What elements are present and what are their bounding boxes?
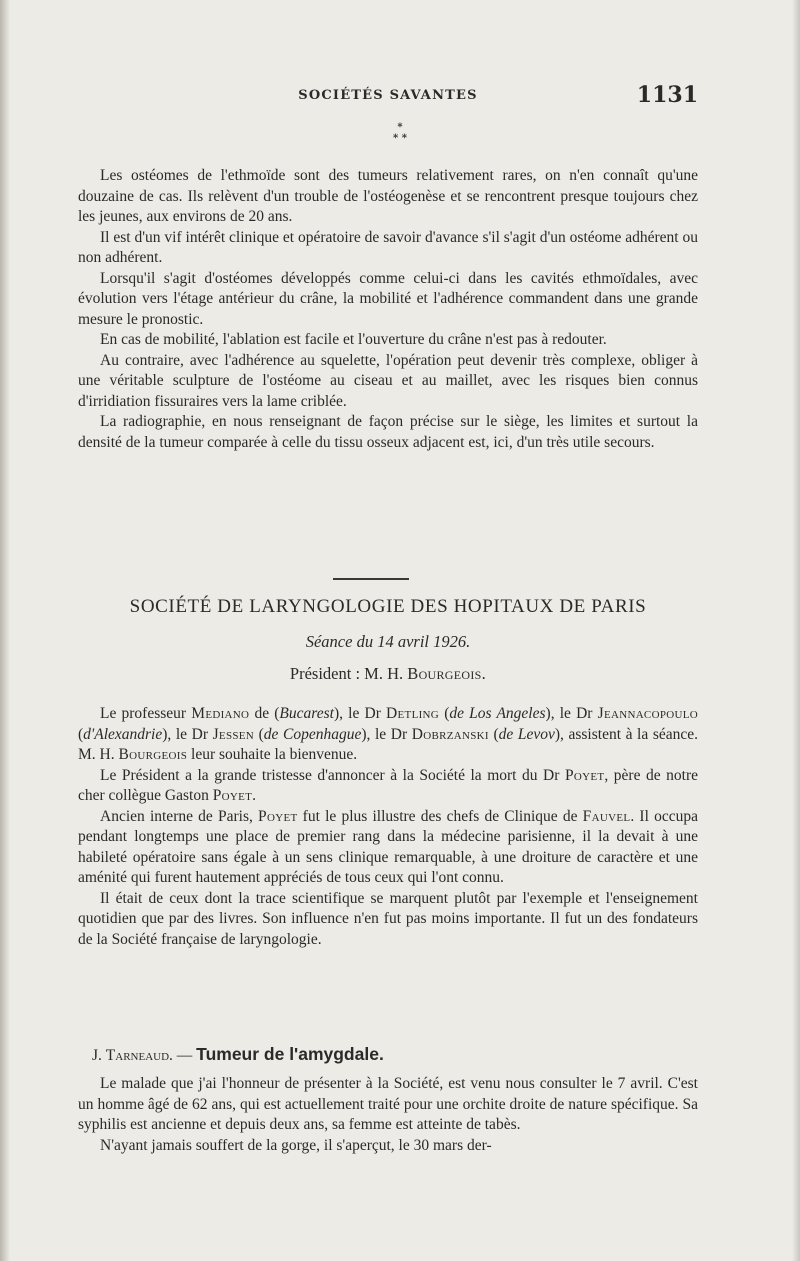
- place-name: de Levov: [498, 725, 555, 743]
- place-name: de Los Angeles: [449, 705, 546, 722]
- person-name: Poyet: [258, 807, 298, 825]
- person-name: Jeannacopoulo: [597, 705, 698, 722]
- section-divider: [333, 578, 409, 580]
- paragraph: Les ostéomes de l'ethmoïde sont des tumeurs relativement rares, on n'en connaît qu'une douzaine de cas. Ils relèvent d'un trouble de l'ostéogenèse et se rencontrent presque toujours chez les jeunes, aux environs de 20 ans.: [78, 167, 698, 225]
- person-name: Fauvel: [582, 807, 631, 825]
- place-name: d'Alexandrie: [83, 725, 163, 743]
- person-name: Dobrzanski: [411, 725, 489, 743]
- paragraph: Au contraire, avec l'adhérence au squelette, l'opération peut devenir très complexe, obliger à une véritable sculpture de l'ostéome au ciseau et au maillet, avec les risques bien connus d'irridiation fissuraires vers la lame criblée.: [78, 351, 698, 410]
- section-title: SOCIÉTÉ DE LARYNGOLOGIE DES HOPITAUX DE PARIS: [129, 596, 647, 617]
- case-heading: J. Tarneaud. — Tumeur de l'amygdale.: [92, 1044, 384, 1064]
- society-minutes: [78, 704, 698, 950]
- asterism-separator: * * *: [393, 122, 407, 144]
- paragraph: Il était de ceux dont la trace scientifique se marquent plutôt par l'exemple et l'enseignement quotidien que par des livres. Son influence n'en fut pas moins importante. Il fut un des fondateurs de la Société française de laryngologie.: [78, 889, 698, 948]
- place-name: Bucarest: [279, 705, 334, 722]
- paragraph-announcement: Le Président a la grande tristesse d'annoncer à la Société la mort du Dr Poyet, père de notre cher collègue Gaston Poyet.: [78, 766, 698, 804]
- person-name: Poyet: [564, 766, 605, 784]
- person-name: Poyet: [212, 787, 253, 804]
- paragraph: En cas de mobilité, l'ablation est facile et l'ouverture du crâne n'est pas à redouter.: [100, 331, 607, 348]
- place-name: de Copenhague: [263, 725, 362, 743]
- session-date: Séance du 14 avril 1926.: [305, 632, 471, 651]
- president-name: Bourgeois.: [407, 664, 487, 683]
- page-header: [78, 82, 698, 112]
- case-title: Tumeur de l'amygdale.: [196, 1044, 384, 1064]
- president-label: Président : M. H.: [289, 664, 408, 683]
- page-number: 1131: [636, 82, 698, 108]
- paragraph: Le malade que j'ai l'honneur de présenter à la Société, est venu nous consulter le 7 avril. C'est un homme âgé de 62 ans, qui est actuellement traité pour une orchite droite de nature spécifique. Sa syphilis est ancienne et depuis deux ans, sa femme est atteinte de tabès.: [78, 1075, 698, 1133]
- person-name: Mediano: [191, 705, 250, 722]
- person-name: Bourgeois: [118, 746, 188, 763]
- paragraph: La radiographie, en nous renseignant de façon précise sur le siège, les limites et surtout la densité de la tumeur comparée à celle du tissu osseux adjacent est, ici, d'un très utile secours.: [78, 413, 698, 451]
- person-name: Detling: [386, 705, 440, 722]
- paragraph-obituary: Ancien interne de Paris, Poyet fut le plus illustre des chefs de Clinique de Fauvel. Il occupa pendant longtemps une place de premier rang dans la médecine parisienne, il la devait à une habileté opératoire sans égale à un sens clinique remarquable, à une droiture de caractère et une aménité qui furent hautement appréciés de tous ceux qui l'ont connu.: [78, 807, 698, 886]
- president-line: [78, 664, 698, 684]
- paragraph: Il est d'un vif intérêt clinique et opératoire de savoir d'avance s'il s'agit d'un ostéome adhérent ou non adhérent.: [78, 228, 698, 266]
- paragraph: Lorsqu'il s'agit d'ostéomes développés comme celui-ci dans les cavités ethmoïdales, avec évolution vers l'étage antérieur du crâne, la mobilité et l'adhérence commandent dans une grande mesure le pronostic.: [78, 269, 698, 328]
- person-name: Jessen: [212, 725, 255, 743]
- case-report: [78, 1074, 698, 1156]
- case-author: Tarneaud: [105, 1047, 170, 1064]
- paragraph: N'ayant jamais souffert de la gorge, il s'aperçut, le 30 mars der-: [100, 1136, 492, 1154]
- paragraph-attendees: Le professeur Mediano de (Bucarest), le Dr Detling (de Los Angeles), le Dr Jeannacopoulo (d'Alexandrie), le Dr Jessen (de Copenhague), le Dr Dobrzanski (de Levov), assistent à la séance. M. H. Bourgeois leur souhaite la bienvenue.: [78, 705, 699, 763]
- osteoma-discussion: [78, 166, 698, 453]
- running-title: SOCIÉTÉS SAVANTES: [298, 88, 478, 103]
